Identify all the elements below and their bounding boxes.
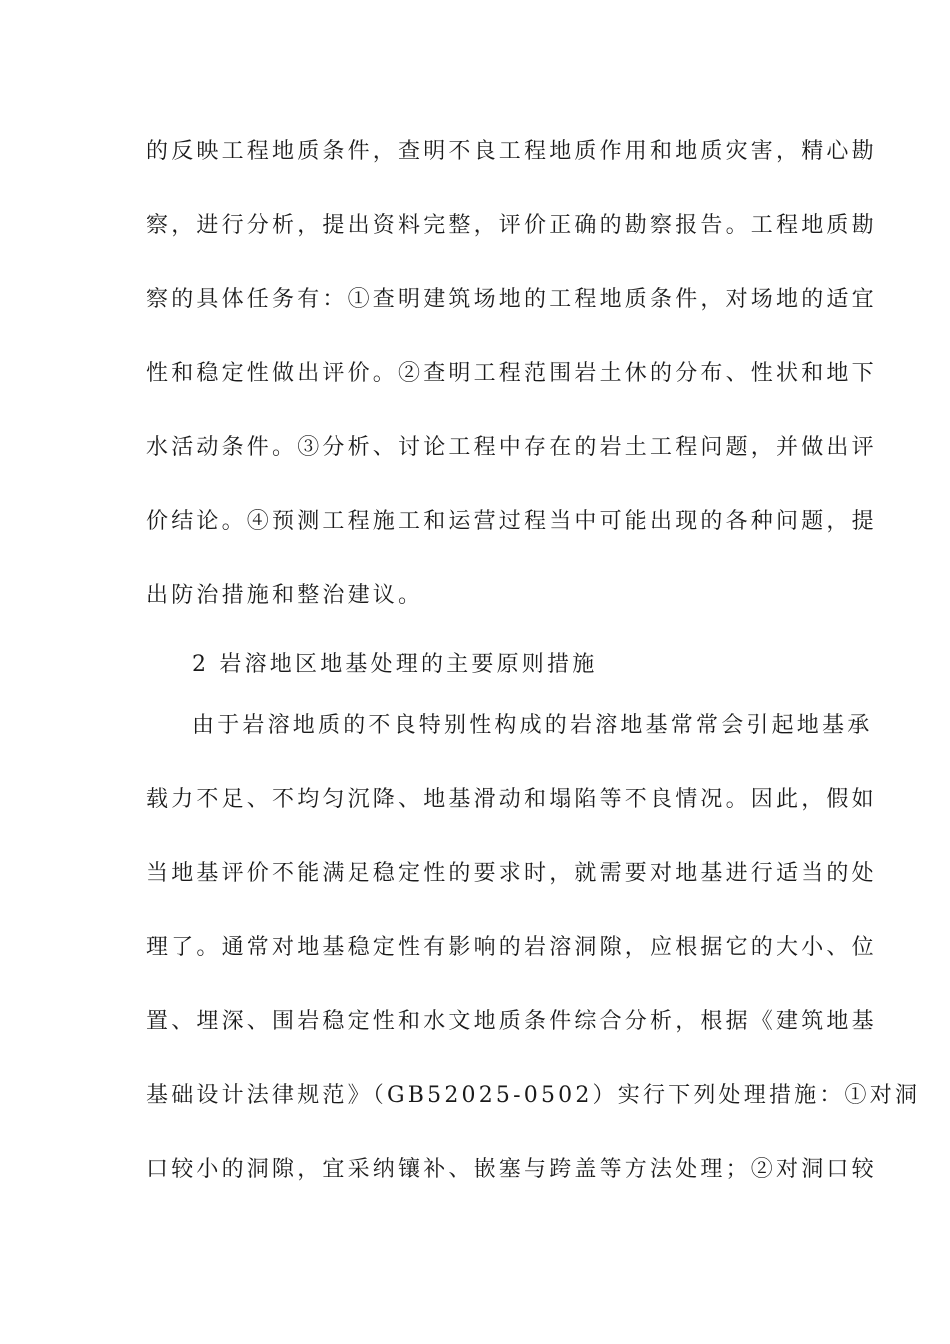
paragraph-2-line-4: 理了。通常对地基稳定性有影响的岩溶洞隙，应根据它的大小、位	[146, 935, 877, 960]
paragraph-1-line-5: 水活动条件。③分析、讨论工程中存在的岩土工程问题，并做出评	[146, 435, 877, 460]
paragraph-1-line-4: 性和稳定性做出评价。②查明工程范围岩土休的分布、性状和地下	[146, 361, 877, 386]
section-heading: 2 岩溶地区地基处理的主要原则措施	[192, 652, 598, 677]
paragraph-1-line-6: 价结论。④预测工程施工和运营过程当中可能出现的各种问题，提	[146, 509, 877, 534]
paragraph-2-line-5: 置、埋深、围岩稳定性和水文地质条件综合分析，根据《建筑地基	[146, 1009, 877, 1034]
paragraph-1-line-1: 的反映工程地质条件，查明不良工程地质作用和地质灾害，精心勘	[146, 139, 877, 164]
paragraph-1-line-7: 出防治措施和整治建议。	[146, 583, 424, 608]
paragraph-2-line-7: 口较小的洞隙，宜采纳镶补、嵌塞与跨盖等方法处理；②对洞口较	[146, 1157, 877, 1182]
paragraph-1-line-3: 察的具体任务有：①查明建筑场地的工程地质条件，对场地的适宜	[146, 287, 877, 312]
paragraph-2-line-1: 由于岩溶地质的不良特别性构成的岩溶地基常常会引起地基承	[192, 713, 873, 738]
paragraph-2-line-6: 基础设计法律规范》（GB52025-0502）实行下列处理措施：①对洞	[146, 1083, 921, 1108]
paragraph-1-line-2: 察，进行分析，提出资料完整，评价正确的勘察报告。工程地质勘	[146, 213, 877, 238]
paragraph-2-line-3: 当地基评价不能满足稳定性的要求时，就需要对地基进行适当的处	[146, 861, 877, 886]
paragraph-2-line-2: 载力不足、不均匀沉降、地基滑动和塌陷等不良情况。因此，假如	[146, 787, 877, 812]
